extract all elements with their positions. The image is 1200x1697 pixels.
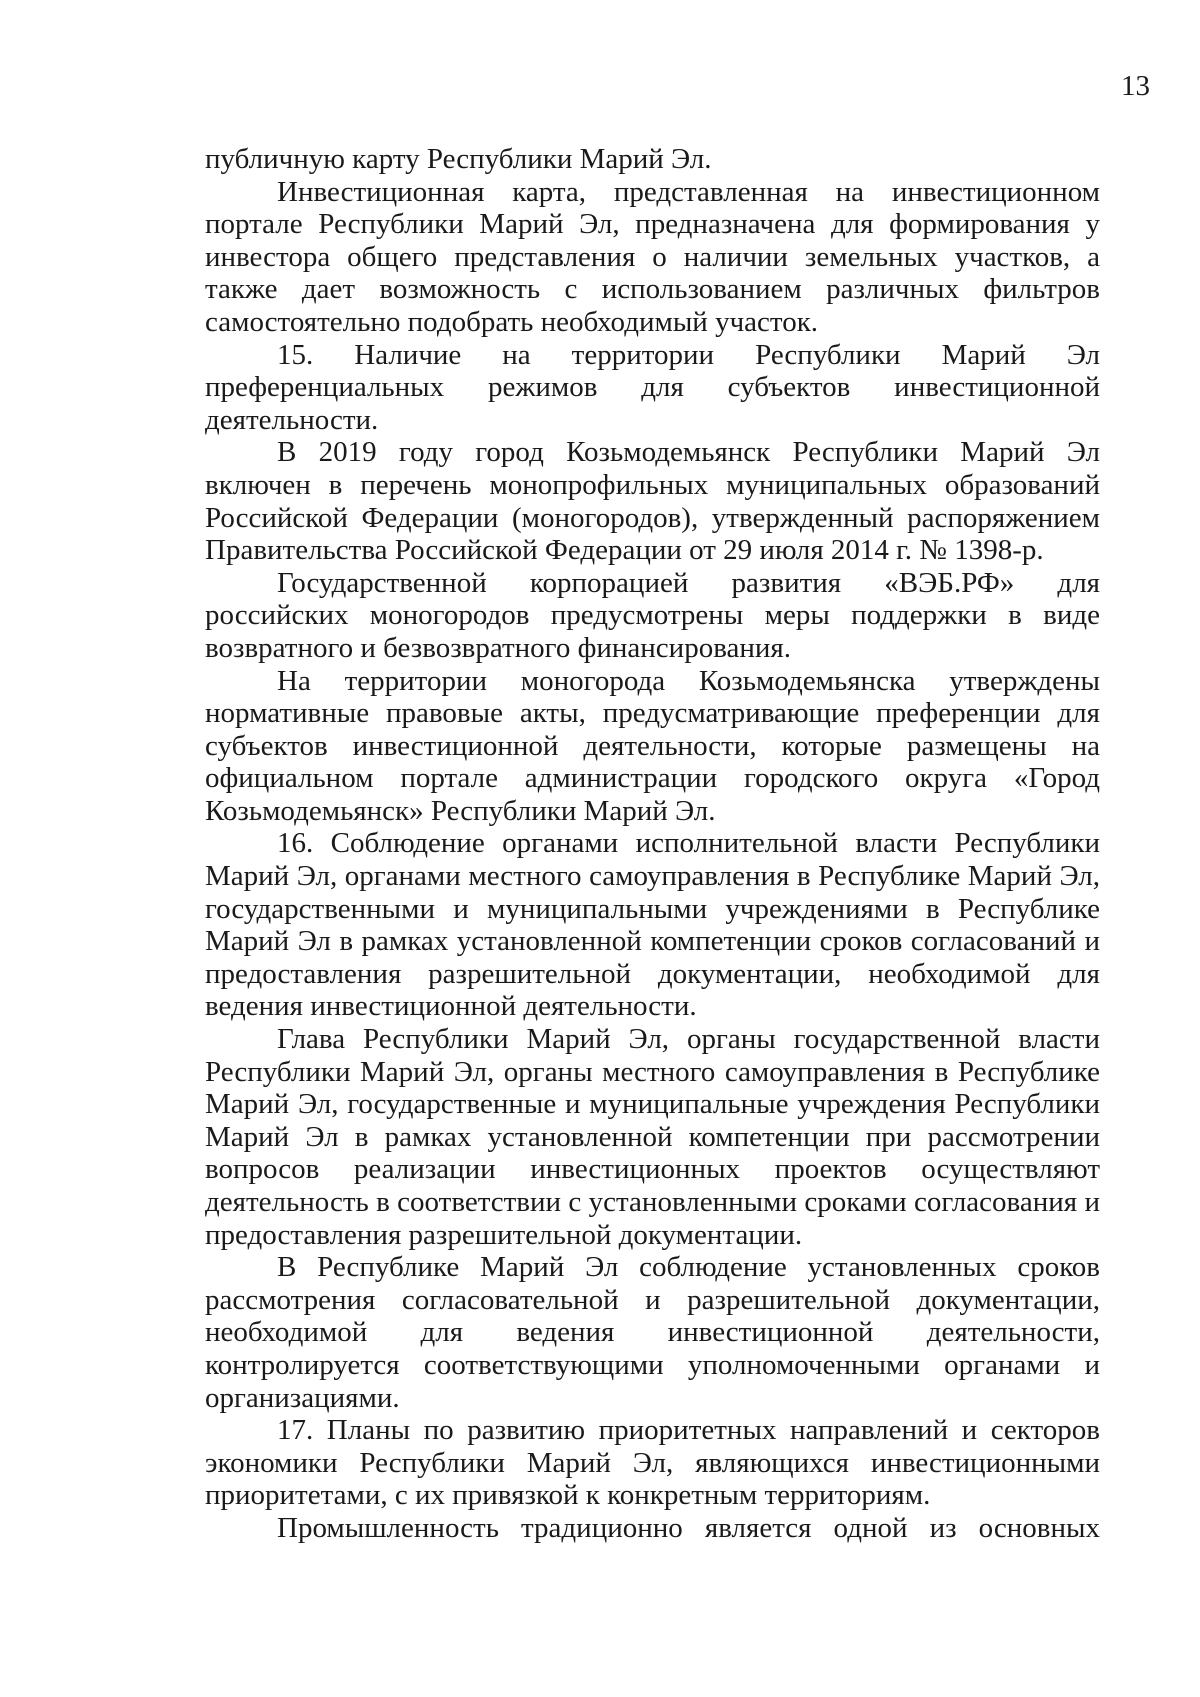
page-number: 13 xyxy=(1121,70,1150,102)
paragraph-kozmodemyansk-acts: На территории моногорода Козьмодемьянска утверждены нормативные правовые акты, предусматривающие преференции для субъектов инвестиционной деятельности, которые размещены на официальном портале администрации городского округа «Город Козьмодемьянск» Республики Марий Эл. xyxy=(205,664,1100,827)
document-body xyxy=(205,143,1100,1545)
paragraph-item-17: 17. Планы по развитию приоритетных направлений и секторов экономики Республики Марий Эл, являющихся инвестиционными приоритетами, с их привязкой к конкретным территориям. xyxy=(205,1414,1100,1512)
paragraph-investment-map: Инвестиционная карта, представленная на инвестиционном портале Республики Марий Эл, предназначена для формирования у инвестора общего представления о наличии земельных участков, а также дает возможность с использованием различных фильтров самостоятельно подобрать необходимый участок. xyxy=(205,175,1100,338)
paragraph-veb-support: Государственной корпорацией развития «ВЭБ.РФ» для российских моногородов предусмотрены меры поддержки в виде возвратного и безвозвратного финансирования. xyxy=(205,566,1100,664)
paragraph-industry: Промышленность традиционно является одной из основных xyxy=(277,1511,1100,1544)
paragraph-authorities-deadlines: Глава Республики Марий Эл, органы государственной власти Республики Марий Эл, органы местного самоуправления в Республике Марий Эл, государственные и муниципальные учреждения Республики Марий Эл в рамках установленной компетенции при рассмотрении вопросов реализации инвестиционных проектов осуществляют деятельность в соответствии с установленными сроками согласования и предоставления разрешительной документации. xyxy=(205,1023,1100,1251)
paragraph-continuation: публичную карту Республики Марий Эл. xyxy=(205,143,712,175)
paragraph-item-15: 15. Наличие на территории Республики Марий Эл преференциальных режимов для субъектов инвестиционной деятельности. xyxy=(205,338,1100,436)
paragraph-item-16: 16. Соблюдение органами исполнительной власти Республики Марий Эл, органами местного самоуправления в Республике Марий Эл, государственными и муниципальными учреждениями в Республике Марий Эл в рамках установленной компетенции сроков согласований и предоставления разрешительной документации, необходимой для ведения инвестиционной деятельности. xyxy=(205,827,1100,1023)
paragraph-deadline-control: В Республике Марий Эл соблюдение установленных сроков рассмотрения согласовательной и разрешительной документации, необходимой для ведения инвестиционной деятельности, контролируется соответствующими уполномоченными органами и организациями. xyxy=(205,1251,1100,1414)
paragraph-monotown-2019: В 2019 году город Козьмодемьянск Республики Марий Эл включен в перечень монопрофильных муниципальных образований Российской Федерации (моногородов), утвержденный распоряжением Правительства Российской Федерации от 29 июля 2014 г. № 1398-р. xyxy=(205,436,1100,567)
